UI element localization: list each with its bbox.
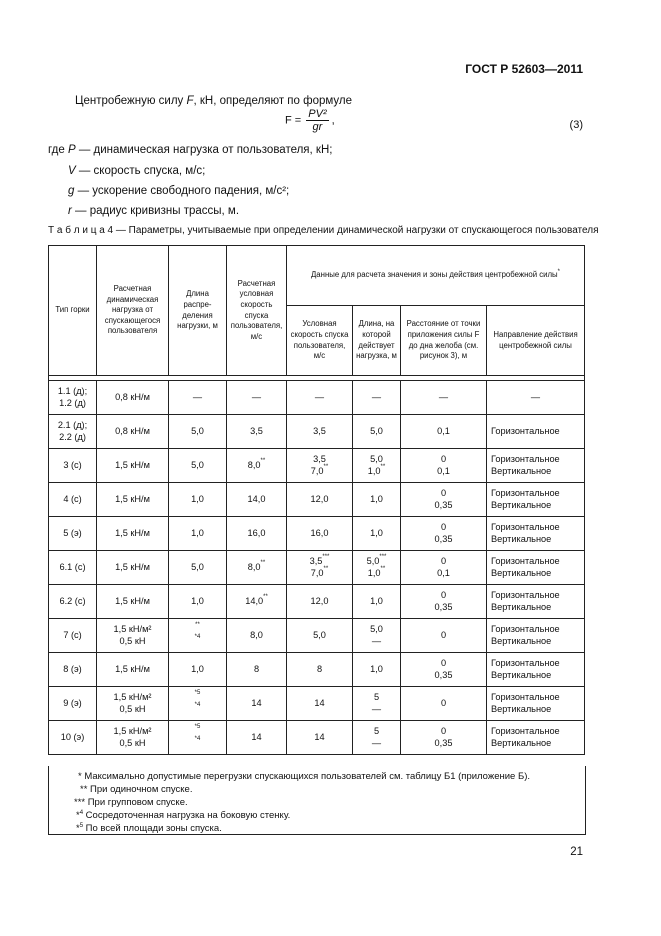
cell-length: 5,0 (169, 551, 227, 585)
table-row (49, 517, 585, 551)
cell-type: 6.2 (с) (49, 585, 97, 619)
cell-load: 0,8 кН/м (97, 415, 169, 449)
cell-cond-speed: 5,0 (287, 619, 353, 653)
cell-direction: Горизонтальное Вертикальное (487, 619, 585, 653)
cell-cond-speed: 16,0 (287, 517, 353, 551)
header-load: Расчетная динамическая нагрузка от спускающегося пользователя (97, 246, 169, 376)
cell-distance: 0 0,35 (401, 585, 487, 619)
cell-distance: 0 0,35 (401, 721, 487, 755)
cell-cond-speed: 12,0 (287, 483, 353, 517)
cell-direction: Горизонтальное Вертикальное (487, 585, 585, 619)
cell-length-on: 1,0 (353, 585, 401, 619)
cell-length-on: — (353, 381, 401, 415)
cell-direction: Горизонтальное Вертикальное (487, 551, 585, 585)
cell-load: 1,5 кН/м² 0,5 кН (97, 721, 169, 755)
cell-length: — (169, 381, 227, 415)
table-row (49, 585, 585, 619)
cell-distance: 0 0,1 (401, 551, 487, 585)
equation-number: (3) (569, 119, 583, 131)
cell-length-on: 1,0 (353, 653, 401, 687)
variable-definition: где P — динамическая нагрузка от пользователя, кН; (48, 144, 333, 156)
formula-intro: Центробежную силу F, кН, определяют по формуле (75, 95, 352, 107)
cell-length-on: 5 — (353, 721, 401, 755)
cell-direction: Горизонтальное Вертикальное (487, 449, 585, 483)
header-cond-speed: Условная скорость спуска пользователя, м/с (287, 306, 353, 376)
cell-load: 1,5 кН/м (97, 653, 169, 687)
cell-speed: 16,0 (227, 517, 287, 551)
cell-type: 2.1 (д); 2.2 (д) (49, 415, 97, 449)
cell-direction: Горизонтальное Вертикальное (487, 653, 585, 687)
table-caption: Т а б л и ц а 4 — Параметры, учитываемые при определении динамической нагрузки от спускающегося пользователя (48, 225, 599, 236)
header-speed: Расчетная условная скорость спуска пользователя, м/с (227, 246, 287, 376)
cell-length: $^{*5}$ $^{*4}$ (169, 721, 227, 755)
table-row (49, 721, 585, 755)
cell-load: 1,5 кН/м² 0,5 кН (97, 619, 169, 653)
parameters-table (48, 245, 585, 755)
cell-length-on: 5,0 — (353, 619, 401, 653)
cell-length: ** $^{*4}$ (169, 619, 227, 653)
variable-definition: g — ускорение свободного падения, м/с²; (68, 185, 290, 197)
formula (285, 108, 335, 133)
cell-direction: — (487, 381, 585, 415)
cell-type: 3 (с) (49, 449, 97, 483)
cell-speed: 8,0 (227, 619, 287, 653)
variable-definition: V — скорость спуска, м/с; (68, 165, 206, 177)
cell-cond-speed: 3,5 7,0** (287, 449, 353, 483)
cell-type: 8 (э) (49, 653, 97, 687)
table-row (49, 687, 585, 721)
cell-direction: Горизонтальное Вертикальное (487, 483, 585, 517)
cell-length: 1,0 (169, 653, 227, 687)
table-note: *$^4$ Сосредоточенная нагрузка на боковую стенку. (76, 810, 291, 821)
cell-load: 1,5 кН/м (97, 449, 169, 483)
cell-length: 5,0 (169, 449, 227, 483)
cell-length-on: 1,0 (353, 517, 401, 551)
standard-header: ГОСТ Р 52603—2011 (465, 62, 583, 76)
cell-speed: 14 (227, 687, 287, 721)
table-note: *$^5$ По всей площади зоны спуска. (76, 823, 222, 834)
cell-speed: 8 (227, 653, 287, 687)
cell-distance: 0 (401, 619, 487, 653)
cell-length: 1,0 (169, 585, 227, 619)
cell-distance: 0 0,35 (401, 483, 487, 517)
formula-tail: , (331, 114, 335, 127)
cell-type: 4 (с) (49, 483, 97, 517)
cell-load: 1,5 кН/м² 0,5 кН (97, 687, 169, 721)
cell-speed: — (227, 381, 287, 415)
cell-load: 1,5 кН/м (97, 483, 169, 517)
table-row (49, 381, 585, 415)
cell-length-on: 1,0 (353, 483, 401, 517)
header-length: Длина распре-деления нагрузки, м (169, 246, 227, 376)
formula-numerator: PV² (308, 108, 327, 120)
cell-cond-speed: 14 (287, 721, 353, 755)
header-direction: Направление действия центробежной силы (487, 306, 585, 376)
variable-definition: r — радиус кривизны трассы, м. (68, 205, 240, 217)
cell-cond-speed: 14 (287, 687, 353, 721)
cell-speed: 14,0 (227, 483, 287, 517)
cell-speed: 3,5 (227, 415, 287, 449)
cell-length: $^{*5}$ $^{*4}$ (169, 687, 227, 721)
page-number: 21 (570, 846, 583, 858)
header-group: Данные для расчета значения и зоны действия центробежной силы* (287, 246, 585, 306)
cell-load: 0,8 кН/м (97, 381, 169, 415)
cell-type: 9 (э) (49, 687, 97, 721)
table-row (49, 415, 585, 449)
cell-distance: — (401, 381, 487, 415)
cell-load: 1,5 кН/м (97, 551, 169, 585)
table-note: ** При одиночном спуске. (80, 784, 193, 795)
table-row (49, 551, 585, 585)
table-row (49, 449, 585, 483)
header-type: Тип горки (49, 246, 97, 376)
formula-lhs: F = (285, 114, 302, 127)
cell-length-on: 5,0 (353, 415, 401, 449)
cell-type: 5 (э) (49, 517, 97, 551)
table-row (49, 653, 585, 687)
cell-type: 10 (э) (49, 721, 97, 755)
cell-distance: 0 (401, 687, 487, 721)
table-notes (66, 770, 530, 835)
cell-speed: 8,0** (227, 551, 287, 585)
cell-speed: 8,0** (227, 449, 287, 483)
table-note: * Максимально допустимые перегрузки спускающихся пользователей см. таблицу Б1 (приложение Б). (78, 771, 531, 782)
cell-distance: 0 0,35 (401, 653, 487, 687)
table-row (49, 483, 585, 517)
cell-speed: 14,0** (227, 585, 287, 619)
cell-length: 1,0 (169, 483, 227, 517)
cell-type: 1.1 (д); 1.2 (д) (49, 381, 97, 415)
cell-cond-speed: 8 (287, 653, 353, 687)
cell-length: 5,0 (169, 415, 227, 449)
cell-length-on: 5,0 1,0** (353, 449, 401, 483)
cell-load: 1,5 кН/м (97, 517, 169, 551)
formula-denominator: gr (312, 121, 323, 133)
cell-type: 7 (с) (49, 619, 97, 653)
header-distance: Расстояние от точки приложения силы F до дна желоба (см. рисунок 3), м (401, 306, 487, 376)
cell-direction: Горизонтальное Вертикальное (487, 687, 585, 721)
cell-speed: 14 (227, 721, 287, 755)
header-length-on: Длина, на которой действует нагрузка, м (353, 306, 401, 376)
table-note: *** При групповом спуске. (74, 797, 188, 808)
cell-distance: 0 0,1 (401, 449, 487, 483)
cell-length-on: 5,0*** 1,0** (353, 551, 401, 585)
cell-cond-speed: 12,0 (287, 585, 353, 619)
cell-length-on: 5 — (353, 687, 401, 721)
table-row (49, 619, 585, 653)
cell-distance: 0 0,35 (401, 517, 487, 551)
cell-distance: 0,1 (401, 415, 487, 449)
cell-cond-speed: 3,5*** 7,0** (287, 551, 353, 585)
cell-direction: Горизонтальное Вертикальное (487, 721, 585, 755)
cell-length: 1,0 (169, 517, 227, 551)
cell-direction: Горизонтальное Вертикальное (487, 517, 585, 551)
cell-cond-speed: 3,5 (287, 415, 353, 449)
cell-type: 6.1 (с) (49, 551, 97, 585)
cell-direction: Горизонтальное (487, 415, 585, 449)
cell-cond-speed: — (287, 381, 353, 415)
cell-load: 1,5 кН/м (97, 585, 169, 619)
